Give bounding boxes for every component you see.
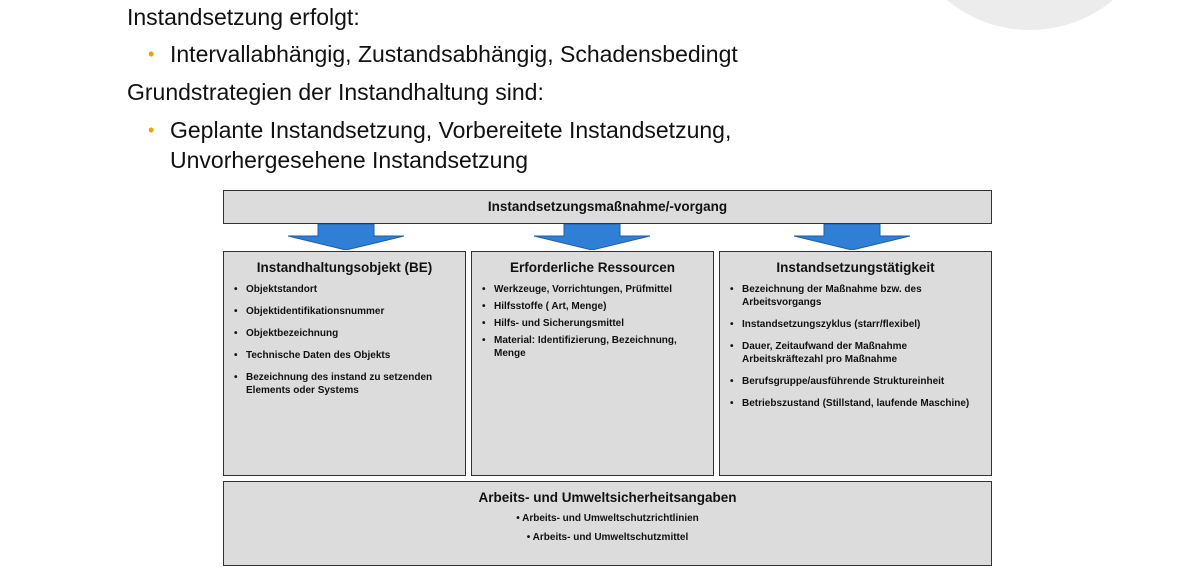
column-instandhaltungsobjekt — [223, 251, 466, 476]
bullet-text-2a: Geplante Instandsetzung, Vorbereitete Instandsetzung, — [170, 117, 732, 143]
list-item: • Material: Identifizierung, Bezeichnung, Menge — [482, 334, 703, 360]
decorative-circle — [900, 0, 1160, 30]
list-item: • Werkzeuge, Vorrichtungen, Prüfmittel — [482, 283, 703, 296]
bottom-item: • Arbeits- und Umweltschutzrichtlinien — [516, 513, 699, 524]
list-item: • Bezeichnung der Maßnahme bzw. des Arbeitsvorgangs — [730, 283, 981, 309]
intro-line-2: Grundstrategien der Instandhaltung sind: — [127, 79, 544, 105]
list-item: • Instandsetzungszyklus (starr/flexibel) — [730, 318, 981, 331]
diagram-top-label: Instandsetzungsmaßnahme/-vorgang — [487, 199, 728, 214]
list-item: • Berufsgruppe/ausführende Struktureinheit — [730, 375, 981, 388]
list-item: • Dauer, Zeitaufwand der Maßnahme Arbeitskräftezahl pro Maßnahme — [730, 340, 981, 366]
list-item: • Objektbezeichnung — [234, 327, 455, 340]
column-title: Erforderliche Ressourcen — [509, 260, 676, 275]
list-item: • Hilfsstoffe ( Art, Menge) — [482, 300, 703, 313]
intro-line-1: Instandsetzung erfolgt: — [127, 4, 360, 30]
list-item: • Betriebszustand (Stillstand, laufende Maschine) — [730, 397, 981, 410]
bottom-title: Arbeits- und Umweltsicherheitsangaben — [478, 490, 737, 505]
column-taetigkeit — [719, 251, 992, 476]
list-item: • Bezeichnung des instand zu setzenden Elements oder Systems — [234, 371, 455, 397]
diagram-bottom-box — [223, 481, 992, 566]
bottom-item: • Arbeits- und Umweltschutzmittel — [526, 532, 689, 543]
column-ressourcen — [471, 251, 714, 476]
bullet-marker-1: • — [148, 44, 155, 64]
bullet-text-1: Intervallabhängig, Zustandsabhängig, Schadensbedingt — [170, 41, 738, 67]
bullet-text-2b: Unvorhergesehene Instandsetzung — [170, 147, 529, 173]
column-title: Instandhaltungsobjekt (BE) — [256, 260, 433, 275]
bullet-marker-2: • — [148, 120, 155, 140]
list-item: • Objektstandort — [234, 283, 455, 296]
down-arrow-icon — [534, 224, 650, 250]
down-arrow-icon — [288, 224, 404, 250]
column-title: Instandsetzungstätigkeit — [776, 260, 935, 275]
list-item: • Objektidentifikationsnummer — [234, 305, 455, 318]
list-item: • Hilfs- und Sicherungsmittel — [482, 317, 703, 330]
diagram-top-box — [223, 190, 992, 224]
list-item: • Technische Daten des Objekts — [234, 349, 455, 362]
down-arrow-icon — [794, 224, 910, 250]
